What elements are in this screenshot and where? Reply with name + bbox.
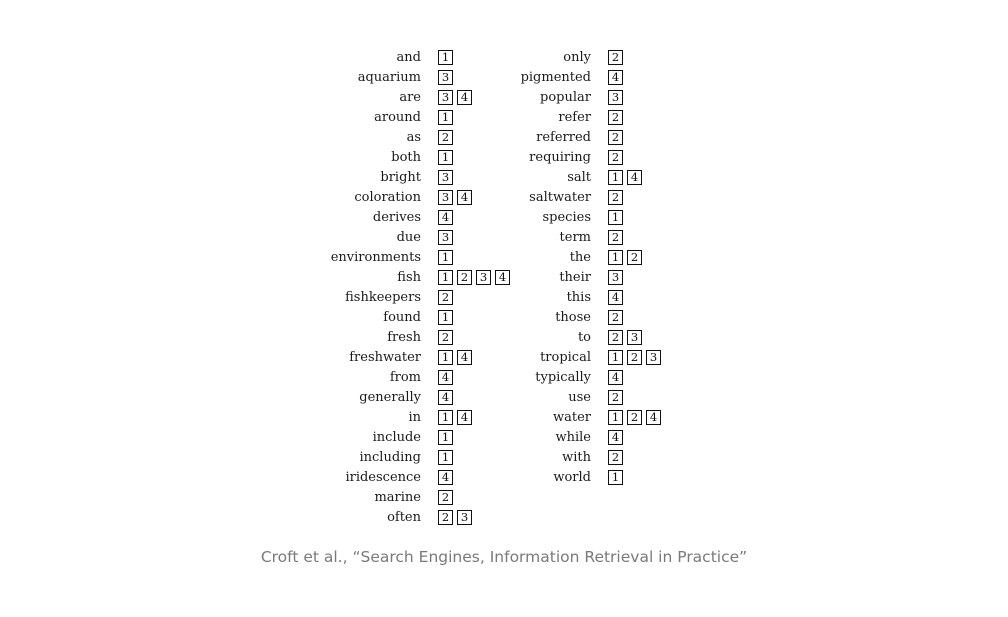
posting-box: 1 <box>608 170 623 185</box>
posting-list <box>438 290 453 305</box>
posting-list <box>438 370 453 385</box>
posting-box: 3 <box>438 170 453 185</box>
posting-box: 2 <box>438 290 453 305</box>
posting-list <box>438 230 453 245</box>
posting-list <box>608 70 623 85</box>
posting-box: 1 <box>438 250 453 265</box>
index-term: to <box>577 329 591 345</box>
posting-list <box>608 330 642 345</box>
index-term: typically <box>535 369 591 385</box>
index-row <box>330 227 510 247</box>
posting-box: 4 <box>457 410 472 425</box>
posting-box: 4 <box>646 410 661 425</box>
index-row <box>330 467 510 487</box>
posting-list <box>608 110 623 125</box>
posting-list <box>438 170 453 185</box>
index-term: aquarium <box>357 69 421 85</box>
index-term: include <box>372 429 421 445</box>
index-row <box>500 387 661 407</box>
index-term: term <box>559 229 591 245</box>
posting-list <box>438 150 453 165</box>
posting-box: 1 <box>608 350 623 365</box>
index-term: their <box>559 269 591 285</box>
posting-box: 4 <box>627 170 642 185</box>
posting-list <box>608 90 623 105</box>
posting-box: 3 <box>438 230 453 245</box>
posting-box: 1 <box>608 470 623 485</box>
posting-box: 4 <box>608 70 623 85</box>
posting-list <box>608 290 623 305</box>
index-row <box>500 167 661 187</box>
posting-box: 2 <box>608 310 623 325</box>
posting-box: 1 <box>438 410 453 425</box>
index-row <box>330 67 510 87</box>
posting-box: 1 <box>608 210 623 225</box>
posting-list <box>608 190 623 205</box>
index-term: while <box>555 429 591 445</box>
index-row <box>500 147 661 167</box>
posting-box: 1 <box>438 430 453 445</box>
posting-list <box>438 450 453 465</box>
posting-box: 2 <box>627 410 642 425</box>
index-term: only <box>563 49 591 65</box>
index-term: water <box>552 409 591 425</box>
index-row <box>330 107 510 127</box>
index-row <box>500 367 661 387</box>
posting-list <box>438 190 472 205</box>
posting-box: 3 <box>438 90 453 105</box>
index-row <box>500 47 661 67</box>
posting-box: 2 <box>608 150 623 165</box>
index-row <box>500 407 661 427</box>
posting-box: 4 <box>608 370 623 385</box>
posting-box: 2 <box>438 490 453 505</box>
index-term: often <box>387 509 421 525</box>
index-term: the <box>569 249 591 265</box>
index-term: are <box>399 89 421 105</box>
index-row <box>330 47 510 67</box>
posting-box: 4 <box>438 210 453 225</box>
posting-box: 2 <box>608 230 623 245</box>
index-row <box>330 487 510 507</box>
posting-list <box>438 510 472 525</box>
index-term: and <box>396 49 421 65</box>
posting-list <box>608 50 623 65</box>
index-term: freshwater <box>349 349 421 365</box>
posting-list <box>608 210 623 225</box>
posting-list <box>608 410 661 425</box>
index-term: iridescence <box>345 469 421 485</box>
posting-box: 1 <box>438 150 453 165</box>
posting-list <box>608 130 623 145</box>
posting-list <box>438 110 453 125</box>
index-row <box>330 87 510 107</box>
index-term: this <box>566 289 591 305</box>
posting-box: 2 <box>608 190 623 205</box>
posting-box: 4 <box>438 370 453 385</box>
posting-box: 2 <box>457 270 472 285</box>
posting-list <box>438 310 453 325</box>
index-row <box>500 67 661 87</box>
posting-box: 3 <box>646 350 661 365</box>
index-row <box>500 267 661 287</box>
index-term: both <box>391 149 421 165</box>
index-term: due <box>396 229 421 245</box>
posting-list <box>608 230 623 245</box>
posting-list <box>608 370 623 385</box>
posting-box: 4 <box>438 390 453 405</box>
posting-box: 1 <box>438 50 453 65</box>
index-row <box>500 467 661 487</box>
index-row <box>330 267 510 287</box>
posting-box: 4 <box>438 470 453 485</box>
index-row <box>500 247 661 267</box>
index-term: in <box>408 409 421 425</box>
posting-box: 3 <box>438 70 453 85</box>
index-column-left <box>330 47 510 527</box>
posting-box: 1 <box>438 270 453 285</box>
posting-box: 1 <box>608 250 623 265</box>
index-row <box>500 207 661 227</box>
posting-box: 3 <box>608 90 623 105</box>
posting-box: 2 <box>608 130 623 145</box>
index-term: around <box>374 109 421 125</box>
index-row <box>330 287 510 307</box>
index-row <box>500 227 661 247</box>
citation-caption: Croft et al., “Search Engines, Information Retrieval in Practice” <box>260 548 748 566</box>
posting-box: 2 <box>438 130 453 145</box>
index-term: popular <box>540 89 591 105</box>
posting-list <box>608 150 623 165</box>
index-term: environments <box>330 249 421 265</box>
index-term: referred <box>536 129 591 145</box>
posting-box: 2 <box>608 330 623 345</box>
posting-box: 2 <box>627 350 642 365</box>
posting-box: 2 <box>608 390 623 405</box>
posting-box: 4 <box>457 90 472 105</box>
posting-box: 1 <box>438 310 453 325</box>
posting-box: 1 <box>438 350 453 365</box>
index-term: world <box>553 469 591 485</box>
index-row <box>500 427 661 447</box>
posting-list <box>608 470 623 485</box>
index-row <box>500 107 661 127</box>
posting-box: 2 <box>438 330 453 345</box>
index-row <box>330 167 510 187</box>
index-term: tropical <box>540 349 591 365</box>
index-term: including <box>359 449 421 465</box>
index-row <box>500 307 661 327</box>
posting-list <box>438 390 453 405</box>
index-term: found <box>383 309 421 325</box>
posting-box: 1 <box>608 410 623 425</box>
index-row <box>500 187 661 207</box>
index-term: refer <box>558 109 591 125</box>
posting-box: 4 <box>457 350 472 365</box>
posting-list <box>438 210 453 225</box>
index-term: bright <box>380 169 421 185</box>
index-term: derives <box>372 209 421 225</box>
posting-box: 2 <box>608 50 623 65</box>
posting-list <box>608 350 661 365</box>
posting-box: 4 <box>608 290 623 305</box>
posting-box: 3 <box>627 330 642 345</box>
index-term: use <box>568 389 591 405</box>
index-row <box>330 187 510 207</box>
index-term: fish <box>397 269 421 285</box>
index-term: from <box>389 369 421 385</box>
index-term: saltwater <box>529 189 591 205</box>
posting-box: 1 <box>438 450 453 465</box>
index-row <box>500 347 661 367</box>
index-row <box>330 127 510 147</box>
index-row <box>500 127 661 147</box>
index-row <box>330 367 510 387</box>
posting-list <box>608 430 623 445</box>
index-term: coloration <box>354 189 421 205</box>
posting-box: 3 <box>438 190 453 205</box>
index-term: with <box>562 449 591 465</box>
index-term: requiring <box>529 149 591 165</box>
posting-box: 4 <box>495 270 510 285</box>
posting-list <box>438 90 472 105</box>
posting-list <box>608 270 623 285</box>
index-row <box>330 447 510 467</box>
posting-list <box>438 70 453 85</box>
index-row <box>330 147 510 167</box>
posting-box: 2 <box>438 510 453 525</box>
posting-box: 4 <box>457 190 472 205</box>
index-term: as <box>406 129 421 145</box>
posting-box: 3 <box>608 270 623 285</box>
index-column-right <box>500 47 661 487</box>
index-row <box>330 407 510 427</box>
posting-list <box>608 310 623 325</box>
index-row <box>500 327 661 347</box>
posting-list <box>438 410 472 425</box>
posting-list <box>438 350 472 365</box>
posting-list <box>608 250 642 265</box>
index-term: fresh <box>387 329 421 345</box>
index-row <box>500 87 661 107</box>
index-term: salt <box>567 169 591 185</box>
posting-list <box>438 490 453 505</box>
posting-list <box>438 130 453 145</box>
index-row <box>500 447 661 467</box>
index-row <box>330 207 510 227</box>
posting-list <box>438 330 453 345</box>
index-row <box>330 247 510 267</box>
index-row <box>330 507 510 527</box>
posting-list <box>438 470 453 485</box>
index-term: fishkeepers <box>345 289 421 305</box>
posting-list <box>608 450 623 465</box>
posting-box: 2 <box>608 450 623 465</box>
index-row <box>330 347 510 367</box>
posting-list <box>608 390 623 405</box>
index-term: those <box>555 309 591 325</box>
posting-box: 3 <box>476 270 491 285</box>
index-row <box>330 387 510 407</box>
index-term: marine <box>374 489 421 505</box>
index-row <box>330 307 510 327</box>
posting-box: 2 <box>608 110 623 125</box>
posting-list <box>438 250 453 265</box>
posting-list <box>438 50 453 65</box>
posting-box: 3 <box>457 510 472 525</box>
index-term: species <box>542 209 591 225</box>
index-row <box>500 287 661 307</box>
posting-box: 2 <box>627 250 642 265</box>
posting-list <box>438 430 453 445</box>
posting-list <box>608 170 642 185</box>
index-term: generally <box>359 389 421 405</box>
index-row <box>330 327 510 347</box>
posting-box: 4 <box>608 430 623 445</box>
index-row <box>330 427 510 447</box>
posting-box: 1 <box>438 110 453 125</box>
index-term: pigmented <box>520 69 591 85</box>
